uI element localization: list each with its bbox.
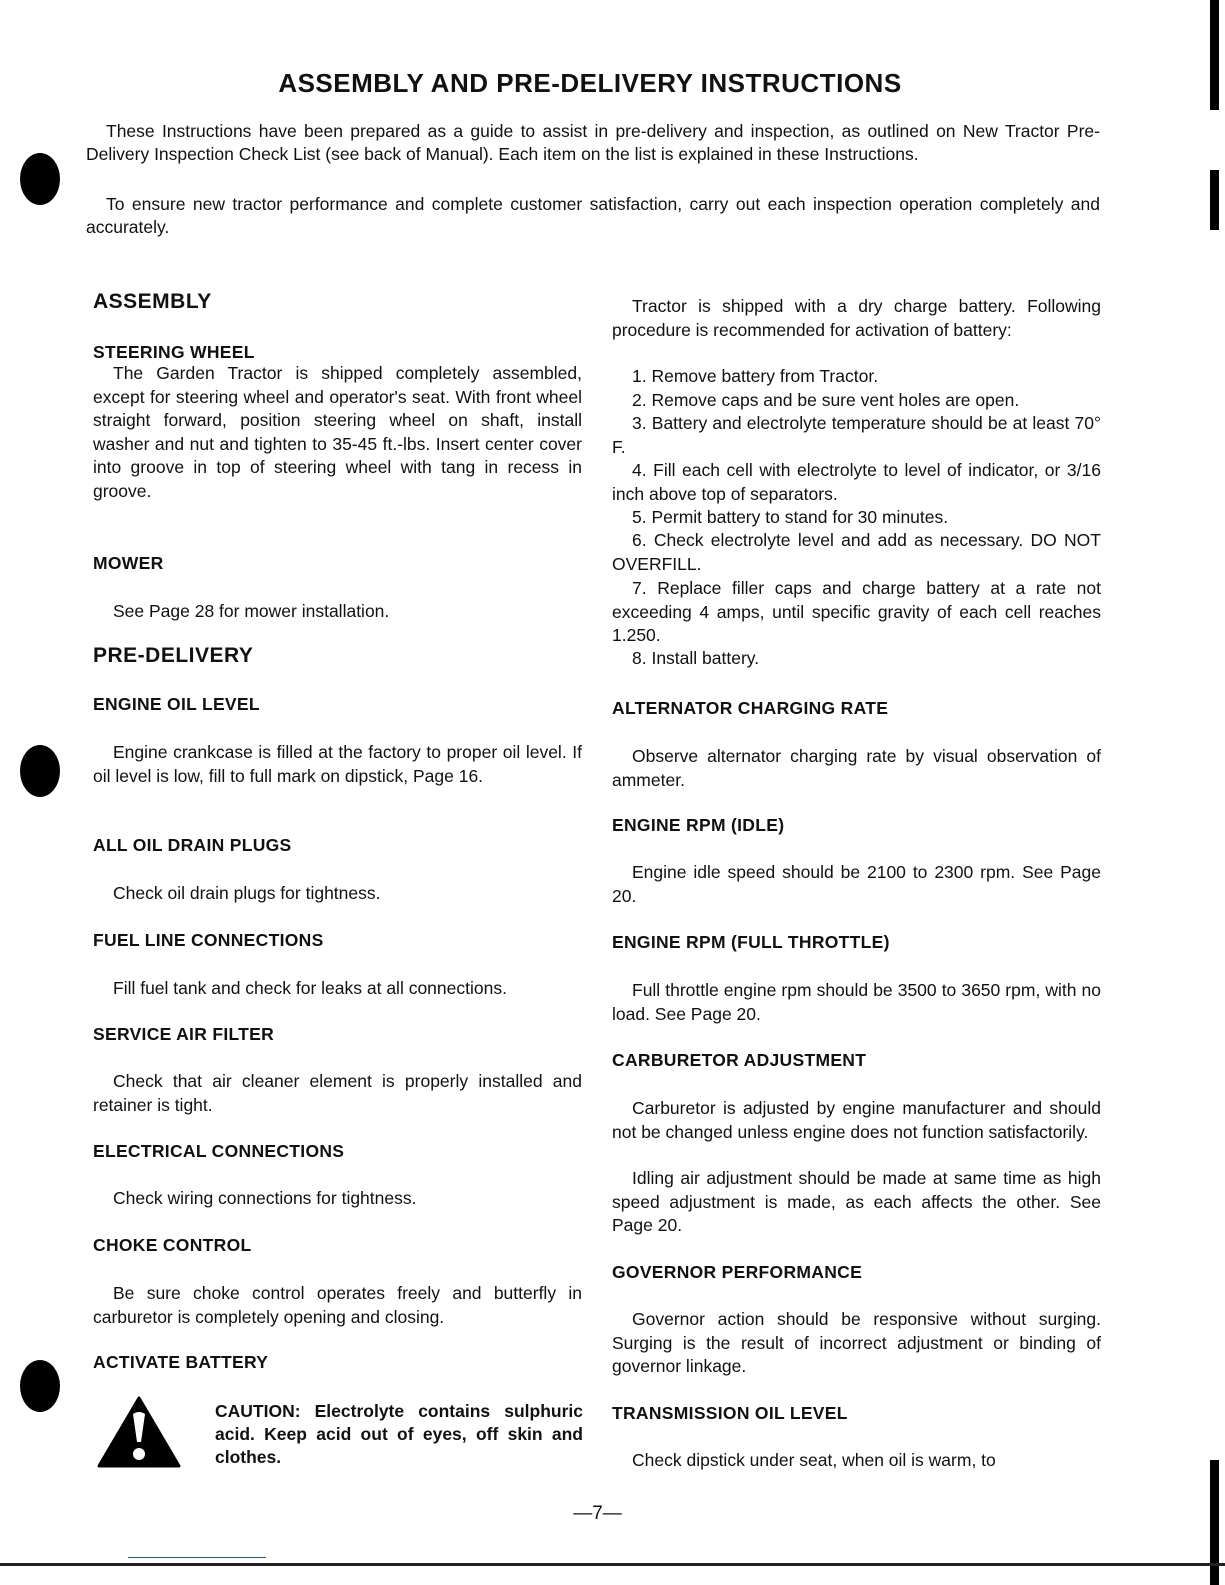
paragraph: Tractor is shipped with a dry charge battery. Following procedure is recommended for activation of battery: xyxy=(612,296,1101,340)
step-item: 7. Replace filler caps and charge battery at a rate not exceeding 4 amps, until specific gravity of each cell reaches 1.250. xyxy=(612,578,1101,645)
subheading: ACTIVATE BATTERY xyxy=(93,1352,269,1372)
paragraph: Carburetor is adjusted by engine manufacturer and should not be changed unless engine does not function satisfactorily. xyxy=(612,1098,1101,1142)
paragraph: See Page 28 for mower installation. xyxy=(113,601,390,621)
punch-hole xyxy=(20,745,60,797)
paragraph: Observe alternator charging rate by visual observation of ammeter. xyxy=(612,746,1101,790)
subheading: GOVERNOR PERFORMANCE xyxy=(612,1262,863,1282)
scan-edge xyxy=(1210,0,1219,110)
subheading: ENGINE RPM (FULL THROTTLE) xyxy=(612,932,890,952)
subheading: ENGINE RPM (IDLE) xyxy=(612,815,785,835)
subheading: CHOKE CONTROL xyxy=(93,1235,252,1255)
section-heading: ASSEMBLY xyxy=(93,290,212,313)
subheading: TRANSMISSION OIL LEVEL xyxy=(612,1403,848,1423)
punch-hole xyxy=(20,1360,60,1412)
paragraph: Check wiring connections for tightness. xyxy=(113,1188,417,1208)
scan-edge xyxy=(1210,1460,1219,1585)
paragraph: Check that air cleaner element is properly installed and retainer is tight. xyxy=(93,1071,582,1115)
step-item: 5. Permit battery to stand for 30 minutes. xyxy=(632,507,949,527)
subheading: ALL OIL DRAIN PLUGS xyxy=(93,835,292,855)
paragraph: The Garden Tractor is shipped completely assembled, except for steering wheel and operator's seat. With front wheel straight forward, position steering wheel on shaft, install washer and nut and tighten to 35-45 ft.-lbs. Insert center cover into groove in top of steering wheel with tang in recess in groove. xyxy=(93,363,582,501)
subheading: ELECTRICAL CONNECTIONS xyxy=(93,1141,345,1161)
scan-bottom-edge xyxy=(0,1563,1225,1566)
step-item: 4. Fill each cell with electrolyte to level of indicator, or 3/16 inch above top of separators. xyxy=(612,460,1101,504)
scan-mark xyxy=(128,1557,266,1558)
subheading: FUEL LINE CONNECTIONS xyxy=(93,930,324,950)
step-item: 3. Battery and electrolyte temperature should be at least 70° F. xyxy=(612,413,1101,457)
subheading: MOWER xyxy=(93,553,164,573)
caution-text: CAUTION: Electrolyte contains sulphuric acid. Keep acid out of eyes, off skin and clothes. xyxy=(215,1401,583,1467)
paragraph: Be sure choke control operates freely and butterfly in carburetor is completely opening and closing. xyxy=(93,1283,582,1327)
paragraph: Engine idle speed should be 2100 to 2300 rpm. See Page 20. xyxy=(612,862,1101,906)
paragraph: Engine crankcase is filled at the factory to proper oil level. If oil level is low, fill to full mark on dipstick, Page 16. xyxy=(93,742,582,786)
subheading: SERVICE AIR FILTER xyxy=(93,1024,275,1044)
subheading: STEERING WHEEL xyxy=(93,342,255,362)
scan-edge xyxy=(1210,170,1219,230)
page-number: —7— xyxy=(573,1503,622,1524)
subheading: ENGINE OIL LEVEL xyxy=(93,694,260,714)
subheading: CARBURETOR ADJUSTMENT xyxy=(612,1050,867,1070)
section-heading: PRE-DELIVERY xyxy=(93,644,254,667)
intro-paragraph: These Instructions have been prepared as a guide to assist in pre-delivery and inspection, as outlined on New Tractor Pre-Delivery Inspection Check List (see back of Manual). Each item on the list is explained in these Instructions. xyxy=(86,121,1100,164)
paragraph: Check dipstick under seat, when oil is warm, to xyxy=(632,1450,996,1470)
subheading: ALTERNATOR CHARGING RATE xyxy=(612,698,889,718)
paragraph: Idling air adjustment should be made at same time as high speed adjustment is made, as each affects the other. See Page 20. xyxy=(612,1168,1101,1235)
intro-paragraph: To ensure new tractor performance and complete customer satisfaction, carry out each inspection operation completely and accurately. xyxy=(86,194,1100,237)
paragraph: Governor action should be responsive without surging. Surging is the result of incorrect adjustment or binding of governor linkage. xyxy=(612,1309,1101,1376)
warning-triangle-icon xyxy=(97,1396,181,1468)
step-item: 1. Remove battery from Tractor. xyxy=(632,366,879,386)
step-item: 2. Remove caps and be sure vent holes are open. xyxy=(632,390,1020,410)
paragraph: Fill fuel tank and check for leaks at all connections. xyxy=(113,978,507,998)
paragraph: Check oil drain plugs for tightness. xyxy=(113,883,381,903)
paragraph: Full throttle engine rpm should be 3500 to 3650 rpm, with no load. See Page 20. xyxy=(612,980,1101,1024)
step-item: 8. Install battery. xyxy=(632,648,760,668)
punch-hole xyxy=(20,153,60,205)
page-title: ASSEMBLY AND PRE-DELIVERY INSTRUCTIONS xyxy=(278,68,902,98)
step-item: 6. Check electrolyte level and add as necessary. DO NOT OVERFILL. xyxy=(612,530,1101,574)
